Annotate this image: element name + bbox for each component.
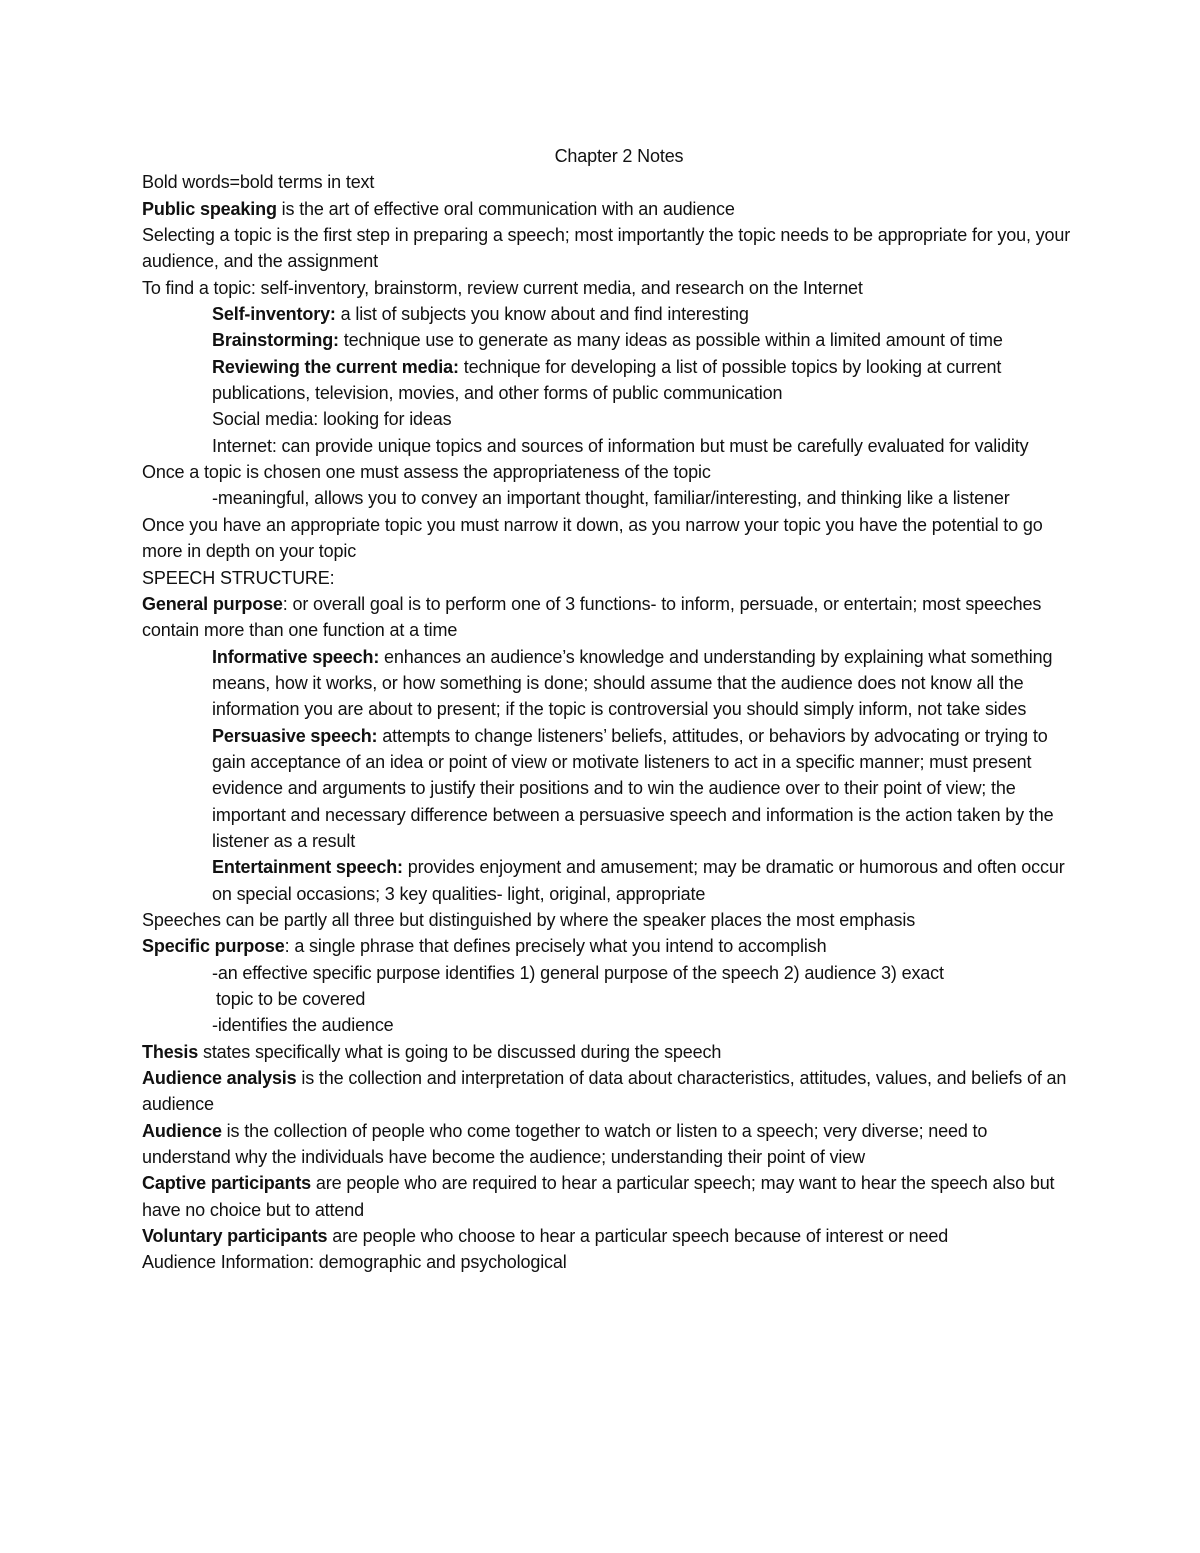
bold-term: Public speaking — [142, 198, 277, 219]
note-line — [142, 1039, 1072, 1065]
term-definition: : or overall goal is to perform one of 3 functions- to inform, persuade, or entertain; most speeches contain more than one function at a time — [142, 593, 1042, 641]
bold-term: Captive participants — [142, 1173, 312, 1194]
term-definition: is the collection of people who come together to watch or listen to a speech; very diverse; need to understand why the individuals have become the audience; understanding their point of view — [142, 1120, 988, 1168]
note-line: Audience Information: demographic and psychological — [142, 1252, 567, 1273]
bold-term: Persuasive speech: — [212, 725, 378, 746]
indented-note-line: -meaningful, allows you to convey an important thought, familiar/interesting, and thinking like a listener — [212, 488, 1010, 509]
bold-term: Audience — [142, 1120, 222, 1141]
indented-note-line — [142, 644, 1072, 723]
bold-term: Thesis — [142, 1041, 199, 1062]
note-line: Once you have an appropriate topic you must narrow it down, as you narrow your topic you have the potential to go more in depth on your topic — [142, 514, 1043, 562]
note-line — [142, 196, 1072, 222]
note-line — [142, 933, 1072, 959]
term-definition: provides enjoyment and amusement; may be dramatic or humorous and often occur on special occasions; 3 key qualities- light, original, appropriate — [212, 857, 1065, 904]
indented-note-line — [142, 354, 1072, 407]
section-heading: SPEECH STRUCTURE: — [142, 567, 335, 588]
note-line: Bold words=bold terms in text — [142, 172, 375, 193]
note-line — [142, 1223, 1072, 1249]
bold-term: Informative speech: — [212, 646, 380, 667]
notes-body — [142, 143, 1072, 1276]
indented-note-line: Internet: can provide unique topics and sources of information but must be carefully evaluated for validity — [212, 435, 1029, 456]
term-definition: enhances an audience’s knowledge and understanding by explaining what something means, how it works, or how something is done; should assume that the audience does not know all the information you are about to present; if the topic is controversial you should simply inform, not take sides — [212, 646, 1053, 720]
indented-note-line: Social media: looking for ideas — [212, 409, 452, 430]
note-line — [142, 1170, 1072, 1223]
term-definition: is the collection and interpretation of data about characteristics, attitudes, values, and beliefs of an audience — [142, 1068, 1067, 1115]
bold-term: Entertainment speech: — [212, 857, 403, 878]
indented-note-line: -identifies the audience — [212, 1015, 394, 1036]
term-definition: a list of subjects you know about and find interesting — [335, 304, 749, 325]
note-line: To find a topic: self-inventory, brainstorm, review current media, and research on the Internet — [142, 277, 863, 298]
term-definition: attempts to change listeners’ beliefs, attitudes, or behaviors by advocating or trying to gain acceptance of an idea or point of view or motivate listeners to act in a specific manner; must present evidence and arguments to justify their positions and to win the audience over to their point of view; the important and necessary difference between a persuasive speech and information is the action taken by the listener as a result — [212, 725, 1054, 851]
term-definition: is the art of effective oral communication with an audience — [276, 198, 735, 219]
term-definition: are people who are required to hear a particular speech; may want to hear the speech also but have no choice but to attend — [142, 1173, 1055, 1220]
indented-note-line — [142, 854, 1072, 907]
bold-term: Voluntary participants — [142, 1226, 328, 1247]
term-definition: technique for developing a list of possible topics by looking at current publications, television, movies, and other forms of public communication — [212, 356, 1002, 404]
note-line: Selecting a topic is the first step in preparing a speech; most importantly the topic needs to be appropriate for you, your audience, and the assignment — [142, 225, 1071, 272]
term-definition: are people who choose to hear a particular speech because of interest or need — [327, 1226, 949, 1247]
term-definition: technique use to generate as many ideas as possible within a limited amount of time — [338, 330, 1003, 351]
bold-term: Brainstorming: — [212, 330, 339, 351]
indented-note-line: -an effective specific purpose identifies 1) general purpose of the speech 2) audience 3) exact — [212, 962, 944, 983]
note-line — [142, 591, 1072, 644]
bold-term: Reviewing the current media: — [212, 356, 459, 377]
bold-term: Specific purpose — [142, 936, 285, 957]
page-title: Chapter 2 Notes — [554, 146, 684, 166]
indented-note-line — [142, 723, 1072, 855]
term-definition: states specifically what is going to be discussed during the speech — [198, 1041, 722, 1062]
note-line: Speeches can be partly all three but distinguished by where the speaker places the most emphasis — [142, 909, 916, 930]
bold-term: Audience analysis — [142, 1068, 297, 1089]
bold-term: Self-inventory: — [212, 304, 336, 325]
note-line — [142, 1118, 1072, 1171]
note-line: Once a topic is chosen one must assess the appropriateness of the topic — [142, 462, 711, 483]
indented-note-line — [142, 301, 1072, 327]
indented-note-line — [142, 327, 1072, 353]
note-line — [142, 1065, 1072, 1118]
bold-term: General purpose — [142, 593, 283, 614]
indented-note-line: topic to be covered — [216, 989, 366, 1009]
term-definition: : a single phrase that defines precisely what you intend to accomplish — [284, 936, 827, 957]
